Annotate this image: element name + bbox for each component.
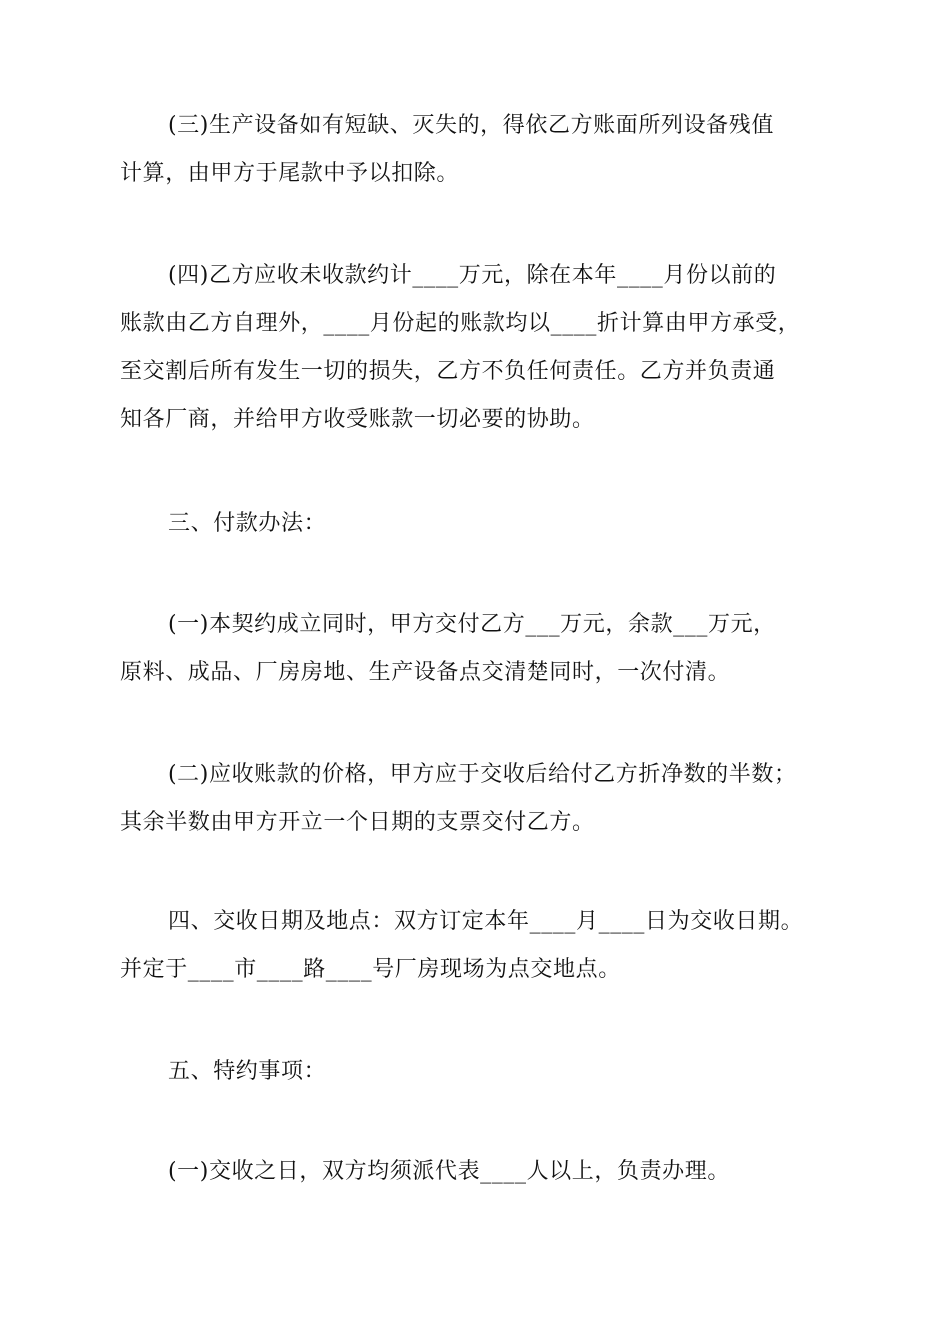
text-line: (四)乙方应收未收款约计____万元，除在本年____月份以前的 — [168, 263, 777, 288]
text-line: (二)应收账款的价格，甲方应于交收后给付乙方折净数的半数； — [168, 762, 797, 787]
paragraph-payment-two — [120, 751, 840, 847]
paragraph-delivery-date-place — [120, 898, 840, 994]
text-line: 原料、成品、厂房房地、生产设备点交清楚同时，一次付清。 — [120, 660, 731, 685]
heading-special-terms — [120, 1048, 840, 1096]
text-line: 其余半数由甲方开立一个日期的支票交付乙方。 — [120, 810, 595, 835]
text-line: 四、交收日期及地点：双方订定本年____月____日为交收日期。 — [168, 909, 804, 934]
text-line: (三)生产设备如有短缺、灭失的，得依乙方账面所列设备残值 — [168, 113, 774, 138]
paragraph-receivables — [120, 252, 840, 444]
paragraph-payment-one — [120, 601, 840, 697]
heading-payment-method — [120, 500, 840, 548]
text-line: 知各厂商，并给甲方收受账款一切必要的协助。 — [120, 407, 595, 432]
text-line: 至交割后所有发生一切的损失，乙方不负任何责任。乙方并负责通 — [120, 359, 776, 384]
text-line: 计算，由甲方于尾款中予以扣除。 — [120, 161, 460, 186]
section-heading: 五、特约事项： — [168, 1059, 327, 1084]
text-line: (一)交收之日，双方均须派代表____人以上，负责办理。 — [168, 1159, 730, 1184]
paragraph-special-term-one — [120, 1148, 840, 1196]
text-line: 账款由乙方自理外，____月份起的账款均以____折计算由甲方承受， — [120, 311, 801, 336]
text-line: (一)本契约成立同时，甲方交付乙方___万元，余款___万元， — [168, 612, 776, 637]
text-line: 并定于____市____路____号厂房现场为点交地点。 — [120, 957, 621, 982]
section-heading: 三、付款办法： — [168, 511, 327, 536]
paragraph-equipment-shortage — [120, 102, 840, 198]
